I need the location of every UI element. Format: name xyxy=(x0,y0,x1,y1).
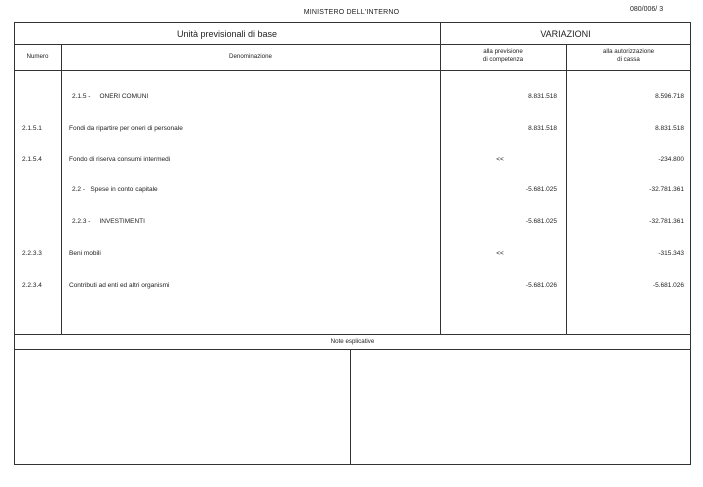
competenza-header-line1: alla previsione xyxy=(483,48,523,55)
cassa-header-line2: di cassa xyxy=(617,56,640,63)
notes-box-right xyxy=(351,350,690,464)
document-code: 080/006/ 3 xyxy=(630,6,664,13)
row-cassa: -315.343 xyxy=(658,250,684,257)
row-numero: 2.2.3.3 xyxy=(22,250,42,257)
upb-header: Unità previsionali di base xyxy=(176,29,278,39)
row-competenza: 8.831.518 xyxy=(528,125,557,132)
row-cassa: -5.681.026 xyxy=(652,282,684,289)
row-numero: 2.1.5.1 xyxy=(22,125,42,132)
row-cassa: -32.781.361 xyxy=(649,218,684,225)
notes-title: Note esplicative xyxy=(330,338,375,345)
row-competenza: << xyxy=(496,250,504,257)
row-denominazione: Beni mobili xyxy=(69,250,101,257)
denominazione-header: Denominazione xyxy=(229,53,272,60)
notes-box-left xyxy=(15,350,349,464)
divider xyxy=(14,44,691,45)
competenza-header-line2: di competenza xyxy=(482,56,524,63)
row-competenza: -5.681.026 xyxy=(525,282,557,289)
row-cassa: 8.831.518 xyxy=(655,125,684,132)
row-competenza: -5.681.025 xyxy=(525,186,557,193)
row-denominazione: Fondi da ripartire per oneri di personale xyxy=(69,125,183,132)
divider xyxy=(14,70,691,71)
divider xyxy=(61,44,62,334)
variazioni-header: VARIAZIONI xyxy=(540,29,591,39)
row-numero: 2.2.3.4 xyxy=(22,282,42,289)
row-competenza: 8.831.518 xyxy=(528,93,557,100)
cassa-header-line1: alla autorizzazione xyxy=(602,48,655,55)
cassa-header xyxy=(566,48,691,64)
row-competenza: << xyxy=(496,156,504,163)
numero-header: Numero xyxy=(26,53,49,60)
row-cassa: -234.800 xyxy=(658,156,684,163)
row-numero: 2.1.5.4 xyxy=(22,156,42,163)
row-denominazione: 2.2.3 - INVESTIMENTI xyxy=(72,218,145,225)
row-cassa: -32.781.361 xyxy=(649,186,684,193)
divider xyxy=(14,334,691,335)
row-denominazione: Contributi ad enti ed altri organismi xyxy=(69,282,170,289)
row-cassa: 8.596.718 xyxy=(655,93,684,100)
competenza-header xyxy=(440,48,566,64)
row-denominazione: 2.1.5 - ONERI COMUNI xyxy=(72,93,149,100)
row-denominazione: Fondo di riserva consumi intermedi xyxy=(69,156,171,163)
row-denominazione: 2.2 - Spese in conto capitale xyxy=(72,186,158,193)
page-title: MINISTERO DELL'INTERNO xyxy=(303,9,400,16)
row-competenza: -5.681.025 xyxy=(525,218,557,225)
